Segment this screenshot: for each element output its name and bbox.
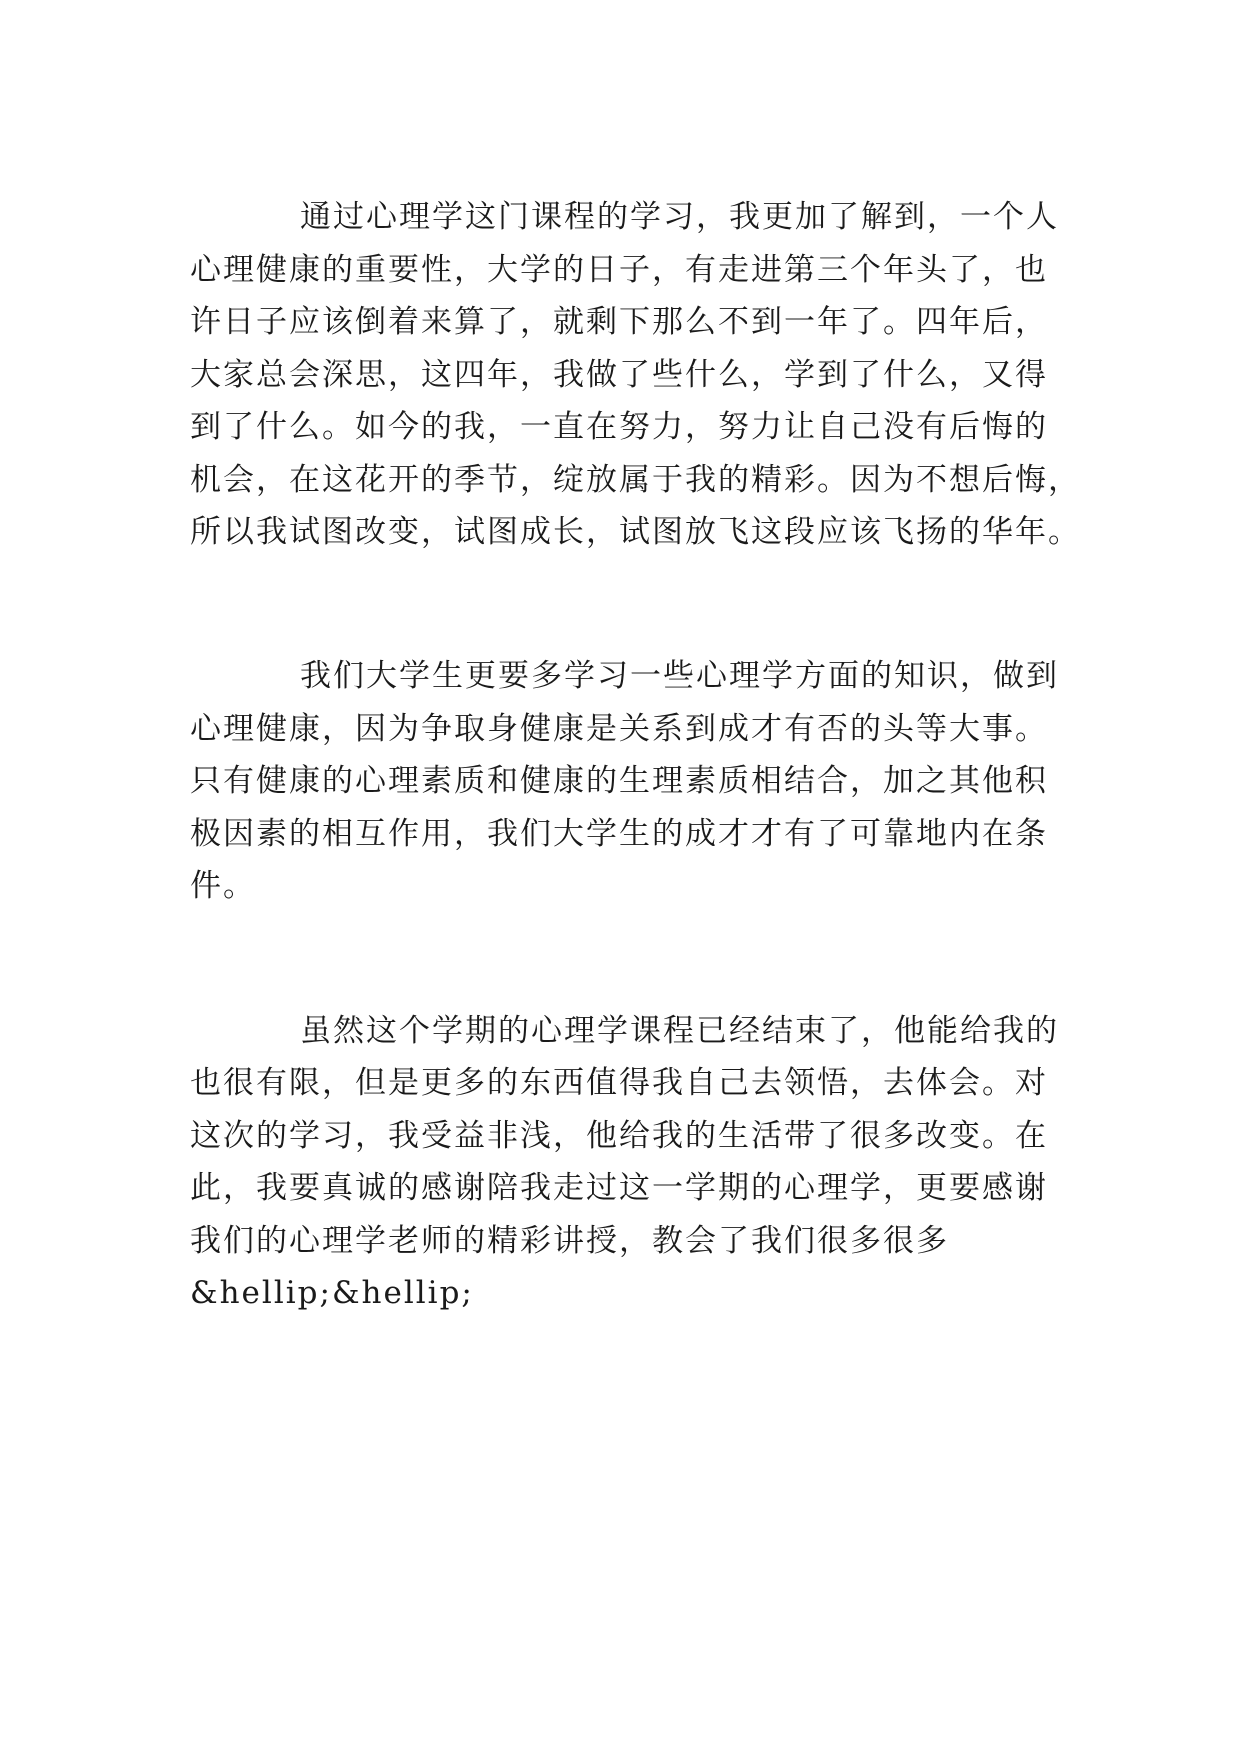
paragraph-line: 只有健康的心理素质和健康的生理素质相结合，加之其他积 (190, 763, 1048, 799)
paragraph-line: 所以我试图改变，试图成长，试图放飞这段应该飞扬的华年。 (190, 514, 1081, 550)
paragraph-line: 件。 (190, 868, 256, 904)
paragraph-line: 许日子应该倒着来算了，就剩下那么不到一年了。四年后， (190, 304, 1048, 340)
paragraph-line: 机会，在这花开的季节，绽放属于我的精彩。因为不想后悔， (190, 462, 1081, 498)
paragraph-line: 到了什么。如今的我，一直在努力，努力让自己没有后悔的 (190, 409, 1048, 445)
paragraph-line: 也很有限，但是更多的东西值得我自己去领悟，去体会。对 (190, 1065, 1048, 1101)
paragraph-line: 心理健康的重要性，大学的日子，有走进第三个年头了，也 (190, 252, 1048, 288)
paragraph-line: 虽然这个学期的心理学课程已经结束了，他能给我的 (300, 1013, 1059, 1049)
paragraph-line: 大家总会深思，这四年，我做了些什么，学到了什么，又得 (190, 357, 1048, 393)
paragraph-line: &hellip;&hellip; (190, 1275, 474, 1311)
paragraph-line: 我们大学生更要多学习一些心理学方面的知识，做到 (300, 658, 1059, 694)
paragraph-line: 通过心理学这门课程的学习，我更加了解到，一个人 (300, 199, 1059, 235)
paragraph-line: 这次的学习，我受益非浅，他给我的生活带了很多改变。在 (190, 1118, 1048, 1154)
paragraph-line: 我们的心理学老师的精彩讲授，教会了我们很多很多 (190, 1223, 949, 1259)
paragraph-line: 心理健康，因为争取身健康是关系到成才有否的头等大事。 (190, 711, 1048, 747)
paragraph-line: 此，我要真诚的感谢陪我走过这一学期的心理学，更要感谢 (190, 1170, 1048, 1206)
paragraph-line: 极因素的相互作用，我们大学生的成才才有了可靠地内在条 (190, 816, 1048, 852)
